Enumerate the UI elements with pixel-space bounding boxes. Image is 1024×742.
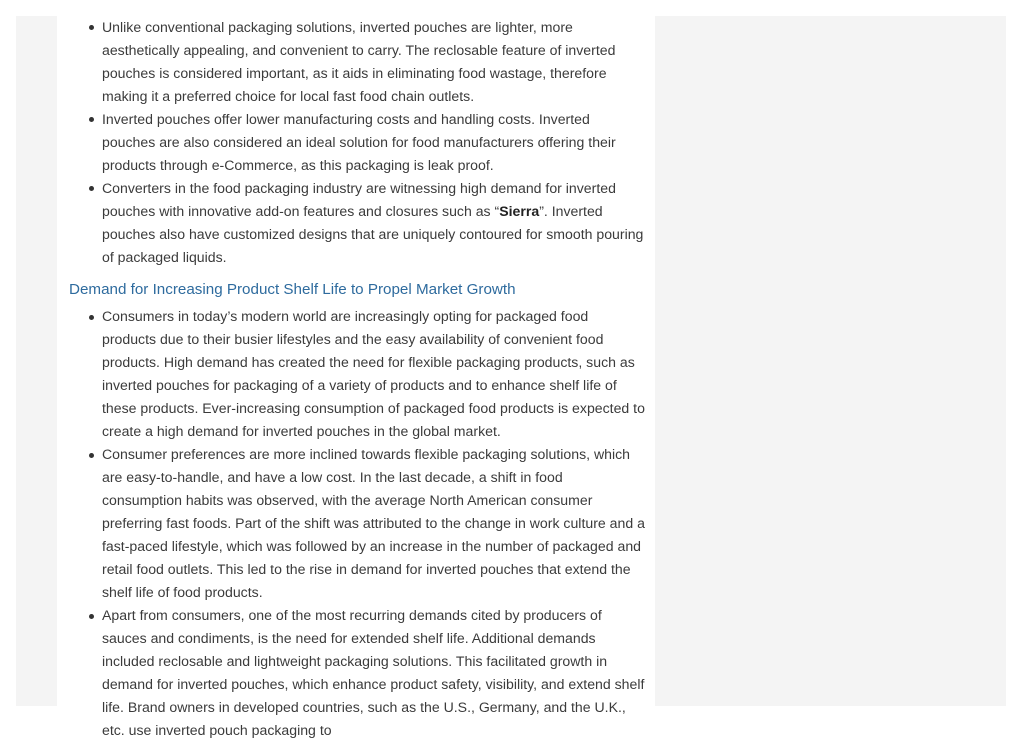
list-item-text: Converters in the food packaging industry are witnessing high demand for inverted pouches with innovative add-on features and closures such as “	[102, 179, 616, 219]
list-item: Inverted pouches offer lower manufacturing costs and handling costs. Inverted pouches are also considered an ideal solution for food manufacturers offering their products through e-Commerce, as this packaging is leak proof.	[102, 108, 655, 177]
article-content	[57, 16, 655, 738]
list-item	[102, 177, 655, 269]
list-item: Consumers in today’s modern world are increasingly opting for packaged food products due to their busier lifestyles and the easy availability of convenient food products. High demand has created the need for flexible packaging products, such as inverted pouches for packaging of a variety of products and to enhance shelf life of these products. Ever-increasing consumption of packaged food products is expected to create a high demand for inverted pouches in the global market.	[102, 305, 655, 443]
bullet-list-shelf-life	[57, 305, 655, 742]
list-item-text: ”. Inverted pouches also have customized designs that are uniquely contoured for smooth pouring of packaged liquids.	[102, 202, 644, 265]
list-item: Apart from consumers, one of the most recurring demands cited by producers of sauces and condiments, is the need for extended shelf life. Additional demands included reclosable and lightweight packaging solutions. This facilitated growth in demand for inverted pouches, which enhance product safety, visibility, and extend shelf life. Brand owners in developed countries, such as the U.S., Germany, and the U.K., etc. use inverted pouch packaging to	[102, 604, 655, 742]
section-heading: Demand for Increasing Product Shelf Life to Propel Market Growth	[69, 281, 516, 298]
list-item: Consumer preferences are more inclined towards flexible packaging solutions, which are easy-to-handle, and have a low cost. In the last decade, a shift in food consumption habits was observed, with the average North American consumer preferring fast foods. Part of the shift was attributed to the change in work culture and a fast-paced lifestyle, which was followed by an increase in the number of packaged and retail food outlets. This led to the rise in demand for inverted pouches that extend the shelf life of food products.	[102, 443, 655, 604]
bullet-list-benefits	[57, 16, 655, 269]
sidebar-panel	[655, 16, 1006, 706]
left-gutter	[16, 16, 57, 706]
list-item: Unlike conventional packaging solutions, inverted pouches are lighter, more aesthetically appealing, and convenient to carry. The reclosable feature of inverted pouches is considered important, as it aids in eliminating food wastage, therefore making it a preferred choice for local fast food chain outlets.	[102, 16, 655, 108]
product-name-sierra: Sierra	[499, 202, 540, 219]
